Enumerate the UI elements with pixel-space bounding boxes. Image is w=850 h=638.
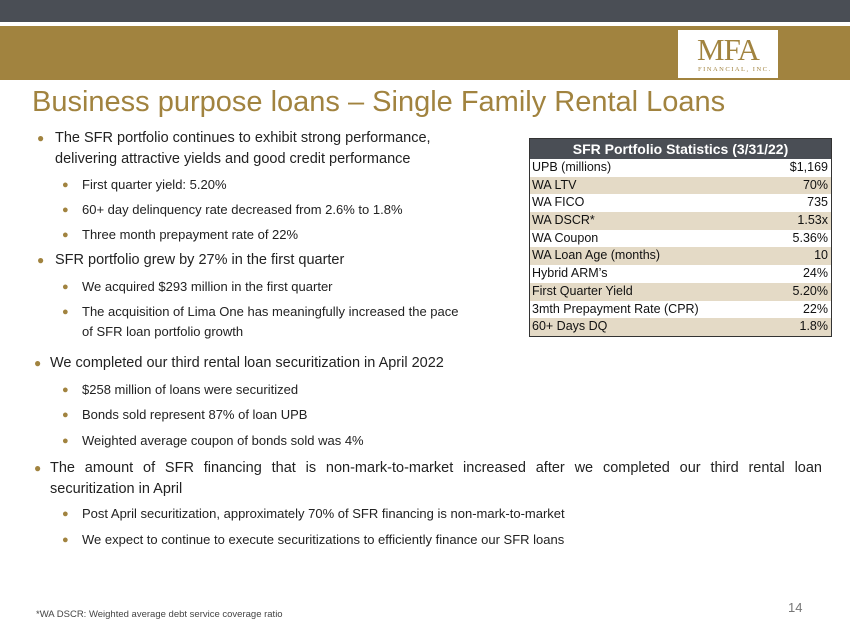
sub-bullet-dot-icon: ●	[62, 508, 69, 520]
bullet-4	[34, 458, 822, 500]
bullet-3	[34, 353, 520, 374]
table-row	[530, 230, 831, 248]
sub-bullet-dot-icon: ●	[62, 229, 69, 241]
row-label: 60+ Days DQ	[532, 319, 608, 334]
sub-bullet-text: The acquisition of Lima One has meaningfully increased the pace of SFR loan portfolio growth	[82, 304, 459, 339]
row-value: 735	[807, 195, 828, 210]
table-row	[530, 318, 831, 336]
top-dark-bar	[0, 0, 850, 22]
logo-sub-text: FINANCIAL, INC.	[698, 66, 772, 73]
sub-bullet-2-2	[62, 302, 472, 342]
sub-bullet-2-1	[62, 277, 462, 297]
table-row	[530, 247, 831, 265]
table-row	[530, 283, 831, 301]
sub-bullet-dot-icon: ●	[62, 409, 69, 421]
bullet-1	[37, 128, 465, 170]
bullet-2	[37, 250, 465, 271]
sub-bullet-1-3	[62, 225, 462, 245]
bullet-dot-icon: ●	[34, 461, 42, 475]
sub-bullet-text: 60+ day delinquency rate decreased from 2.6% to 1.8%	[82, 202, 403, 217]
sub-bullet-dot-icon: ●	[62, 435, 69, 447]
row-label: WA FICO	[532, 195, 585, 210]
bullet-dot-icon: ●	[34, 356, 42, 370]
sub-bullet-dot-icon: ●	[62, 306, 69, 318]
sub-bullet-dot-icon: ●	[62, 281, 69, 293]
row-label: WA Coupon	[532, 230, 599, 245]
row-label: 3mth Prepayment Rate (CPR)	[532, 301, 699, 316]
row-value: 22%	[802, 301, 828, 316]
sub-bullet-text: We acquired $293 million in the first quarter	[82, 279, 333, 294]
row-label: UPB (millions)	[532, 160, 612, 174]
sub-bullet-3-3	[62, 431, 462, 451]
mfa-logo	[678, 30, 778, 78]
row-value: 5.36%	[792, 230, 828, 245]
sub-bullet-4-2	[62, 530, 682, 550]
row-label: WA LTV	[532, 177, 577, 192]
sub-bullet-text: Post April securitization, approximately 70% of SFR financing is non-mark-to-market	[82, 506, 565, 521]
table-row	[530, 301, 831, 319]
bullet-1-text: The SFR portfolio continues to exhibit strong performance, delivering attractive yields and good credit performance	[55, 130, 431, 167]
row-value: 24%	[802, 266, 828, 281]
sfr-portfolio-stats-table	[529, 138, 832, 337]
logo-main-text: MFA	[697, 32, 759, 67]
page-title: Business purpose loans – Single Family Rental Loans	[32, 86, 726, 118]
sub-bullet-1-2	[62, 200, 482, 220]
table-row	[530, 212, 831, 230]
bullet-4-text: The amount of SFR financing that is non-mark-to-market increased after we completed our third rental loan securitization in April	[50, 460, 822, 497]
sub-bullet-4-1	[62, 504, 682, 524]
row-value: $1,169	[789, 160, 828, 174]
sub-bullet-1-1	[62, 175, 462, 195]
sub-bullet-dot-icon: ●	[62, 534, 69, 546]
sub-bullet-text: $258 million of loans were securitized	[82, 382, 299, 397]
table-row	[530, 159, 831, 177]
sub-bullet-text: Three month prepayment rate of 22%	[82, 227, 299, 242]
row-label: WA Loan Age (months)	[532, 248, 661, 263]
footnote: *WA DSCR: Weighted average debt service coverage ratio	[36, 609, 283, 620]
table-row	[530, 194, 831, 212]
row-label: Hybrid ARM’s	[532, 266, 608, 281]
bullet-dot-icon: ●	[37, 253, 45, 267]
sub-bullet-text: We expect to continue to execute securitizations to efficiently finance our SFR loans	[82, 532, 565, 547]
bullet-3-text: We completed our third rental loan securitization in April 2022	[50, 355, 444, 371]
row-label: First Quarter Yield	[532, 283, 633, 298]
sub-bullet-3-1	[62, 380, 462, 400]
sub-bullet-dot-icon: ●	[62, 384, 69, 396]
bullet-2-text: SFR portfolio grew by 27% in the first quarter	[55, 252, 345, 268]
sub-bullet-text: Bonds sold represent 87% of loan UPB	[82, 407, 308, 422]
stats-table-title: SFR Portfolio Statistics (3/31/22)	[530, 139, 831, 159]
table-row	[530, 265, 831, 283]
row-value: 5.20%	[792, 283, 828, 298]
sub-bullet-dot-icon: ●	[62, 179, 69, 191]
sub-bullet-text: Weighted average coupon of bonds sold was 4%	[82, 433, 364, 448]
row-value: 70%	[802, 177, 828, 192]
sub-bullet-dot-icon: ●	[62, 204, 69, 216]
row-label: WA DSCR*	[532, 213, 595, 228]
sub-bullet-3-2	[62, 405, 462, 425]
bullet-dot-icon: ●	[37, 131, 45, 145]
row-value: 10	[814, 248, 828, 263]
table-row	[530, 177, 831, 195]
sub-bullet-text: First quarter yield: 5.20%	[82, 177, 227, 192]
page-number: 14	[788, 600, 803, 615]
row-value: 1.53x	[797, 213, 828, 228]
row-value: 1.8%	[799, 319, 828, 334]
